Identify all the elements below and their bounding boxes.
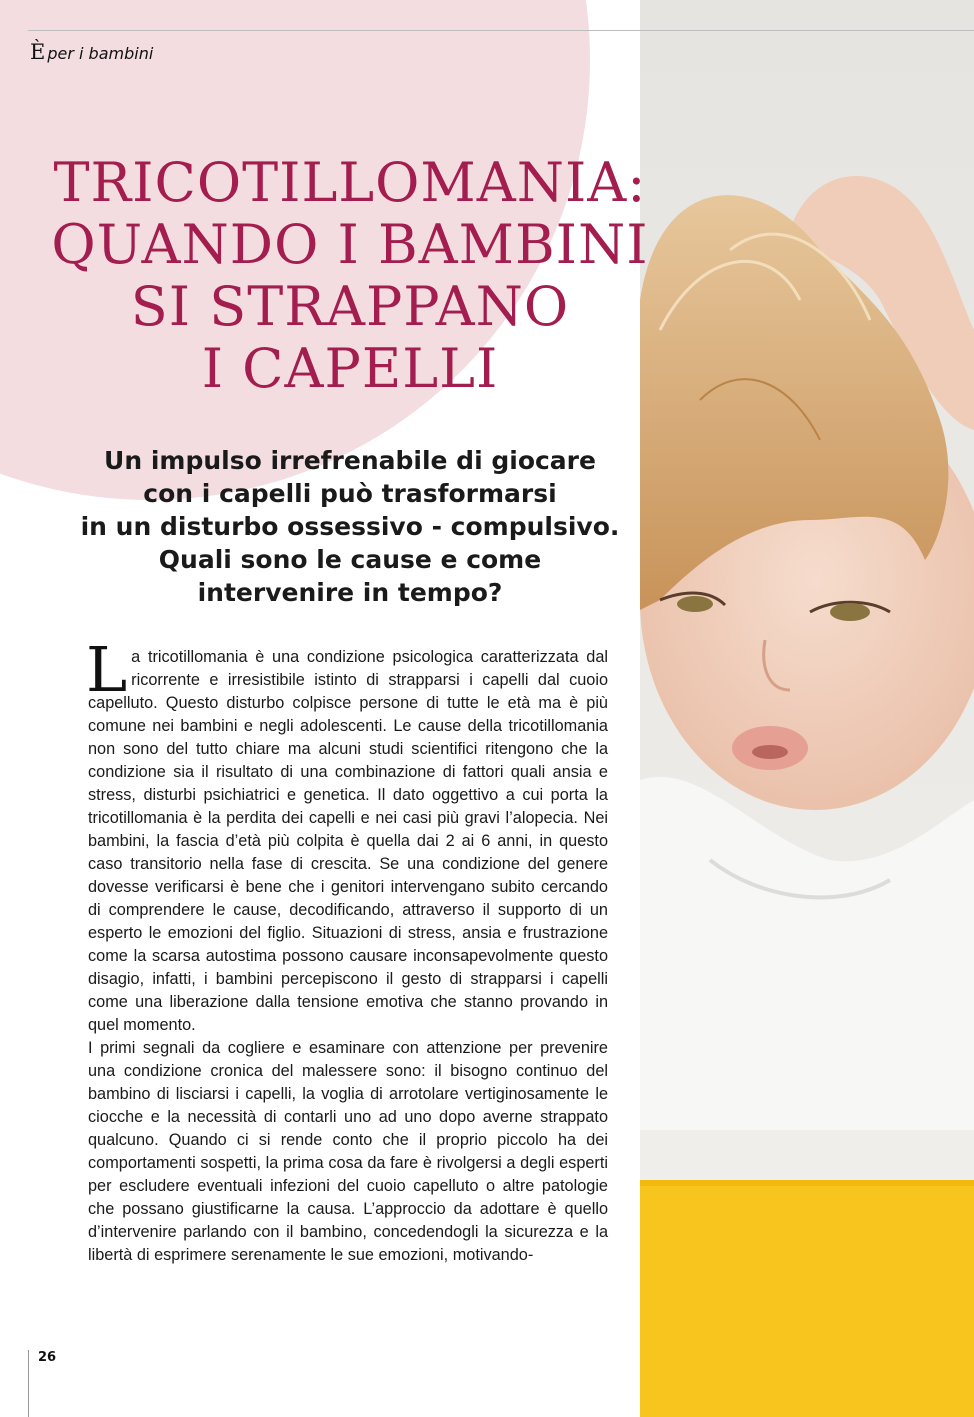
section-letter: È: [30, 40, 46, 64]
subtitle-line-3: in un disturbo ossessivo - compulsivo.: [80, 512, 620, 541]
section-label: per i bambini: [47, 44, 154, 63]
article-title: [40, 152, 660, 400]
footer-rule: [28, 1350, 29, 1417]
subtitle-line-4: Quali sono le cause e come: [158, 545, 542, 574]
title-line-2: QUANDO I BAMBINI: [51, 213, 649, 276]
article-body: [86, 633, 608, 1267]
body-paragraph-2: I primi segnali da cogliere e esaminare con attenzione per prevenire una condizione cronica del malessere sono: il bisogno continuo del bambino di lisciarsi i capelli, la voglia di arrotolare vertiginosamente le ciocche e la necessità di contarli uno ad uno dopo averne strappato qualcuno. Quando ci si rende conto che il proprio piccolo ha dei comportamenti sospetti, la prima cosa da fare è rivolgersi a degli esperti per escludere eventuali infezioni del cuoio capelluto o altre patologie che possano giustificarne la causa. L’approccio da adottare è quello d’intervenire parlando con il bambino, concedendogli la sicurezza e la libertà di esprimere serenamente le sue emozioni, motivando-: [88, 1039, 608, 1264]
header-rule: [28, 30, 974, 31]
title-line-4: I CAPELLI: [201, 337, 499, 400]
page-number: 26: [38, 1350, 57, 1365]
body-paragraph-1-text: a tricotillomania è una condizione psicologica caratterizzata dal ricorrente e irresistibile istinto di strapparsi i capelli dal cuoio capelluto. Questo disturbo colpisce persone di tutte le età ma è più comune nei bambini e negli adolescenti. Le cause della tricotillomania non sono del tutto chiare ma alcuni studi scientifici ritengono che la condizione sia il risultato di una combinazione di fattori quali ansia e stress, disturbi psichiatrici e genetica. Il dato oggettivo a cui porta la tricotillomania è la perdita dei capelli e nei casi più gravi l’alopecia. Nei bambini, la fascia d’età più colpita è quella dai 2 ai 6 anni, in questo caso transitorio nella fase di crescita. Se una condizione del genere dovesse verificarsi è bene che i genitori intervengano subito cercando di comprendere le cause, decodificando, attraverso il supporto di un esperto le emozioni del figlio. Situazioni di stress, ansia e frustrazione come la scarsa autostima possono causare inconsapevolmente questo disagio, infatti, i bambini percepiscono il gesto di strapparsi i capelli come una liberazione dalla tensione emotiva che stanno provando in quel momento.: [88, 648, 608, 1034]
section-header: [30, 40, 153, 64]
body-paragraph-1: [86, 633, 608, 1037]
subtitle-line-2: con i capelli può trasformarsi: [143, 479, 557, 508]
subtitle-line-5: intervenire in tempo?: [197, 578, 503, 607]
drop-cap: L: [86, 633, 128, 706]
subtitle-line-1: Un impulso irrefrenabile di giocare: [104, 446, 596, 475]
child-photo: [640, 0, 974, 1417]
article-subtitle: [70, 444, 630, 609]
title-line-3: SI STRAPPANO: [130, 275, 570, 338]
title-line-1: TRICOTILLOMANIA:: [53, 151, 647, 214]
